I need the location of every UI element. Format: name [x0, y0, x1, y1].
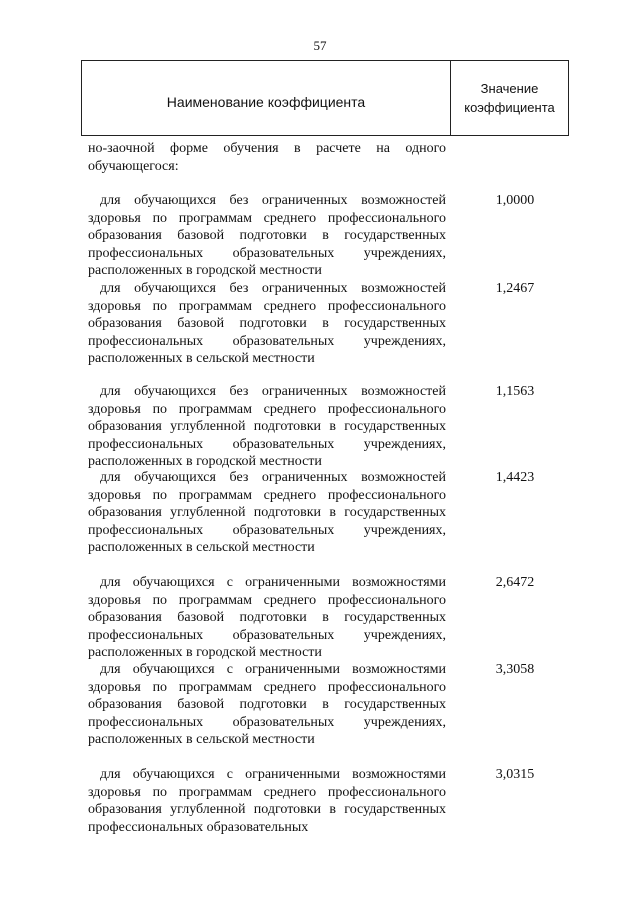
- row-value: 1,0000: [495, 193, 535, 208]
- row-text: для обучающихся без ограниченных возможностей здоровья по программам среднего профессионального образования базовой подготовки в государственных профессиональных образовательных учреждениях, расположенных в городской местности: [88, 193, 446, 279]
- column-header-value: [451, 61, 568, 135]
- row-value: 1,2467: [495, 281, 535, 296]
- row-value: 1,4423: [495, 470, 535, 485]
- row-value: 1,1563: [495, 384, 535, 399]
- row-value: 3,0315: [495, 767, 535, 782]
- row-value: 2,6472: [495, 575, 535, 590]
- page-number: 57: [313, 38, 327, 53]
- row-text: для обучающихся с ограниченными возможностями здоровья по программам среднего профессионального образования базовой подготовки в государственных профессиональных образовательных учреждениях, расположенных в сельской местности: [88, 662, 446, 748]
- row-value: 3,3058: [495, 662, 535, 677]
- row-text: для обучающихся без ограниченных возможностей здоровья по программам среднего профессионального образования базовой подготовки в государственных профессиональных образовательных учреждениях, расположенных в сельской местности: [88, 281, 446, 367]
- column-header-name: Наименование коэффициента: [82, 61, 451, 135]
- row-text: для обучающихся без ограниченных возможностей здоровья по программам среднего профессионального образования углубленной подготовки в государственных профессиональных образовательных учреждениях, расположенных в городской местности: [88, 384, 446, 470]
- column-header-value-line1: Значение: [480, 81, 539, 96]
- row-text: для обучающихся с ограниченными возможностями здоровья по программам среднего профессионального образования базовой подготовки в государственных профессиональных образовательных учреждениях, расположенных в городской местности: [88, 575, 446, 661]
- row-text: для обучающихся без ограниченных возможностей здоровья по программам среднего профессионального образования углубленной подготовки в государственных профессиональных образовательных учреждениях, расположенных в сельской местности: [88, 470, 446, 556]
- row-text: для обучающихся с ограниченными возможностями здоровья по программам среднего профессионального образования углубленной подготовки в государственных профессиональных образовательных: [88, 767, 446, 835]
- table-header: [81, 60, 569, 136]
- intro-text: но-заочной форме обучения в расчете на одного обучающегося:: [88, 141, 446, 174]
- column-header-value-line2: коэффициента: [464, 100, 555, 115]
